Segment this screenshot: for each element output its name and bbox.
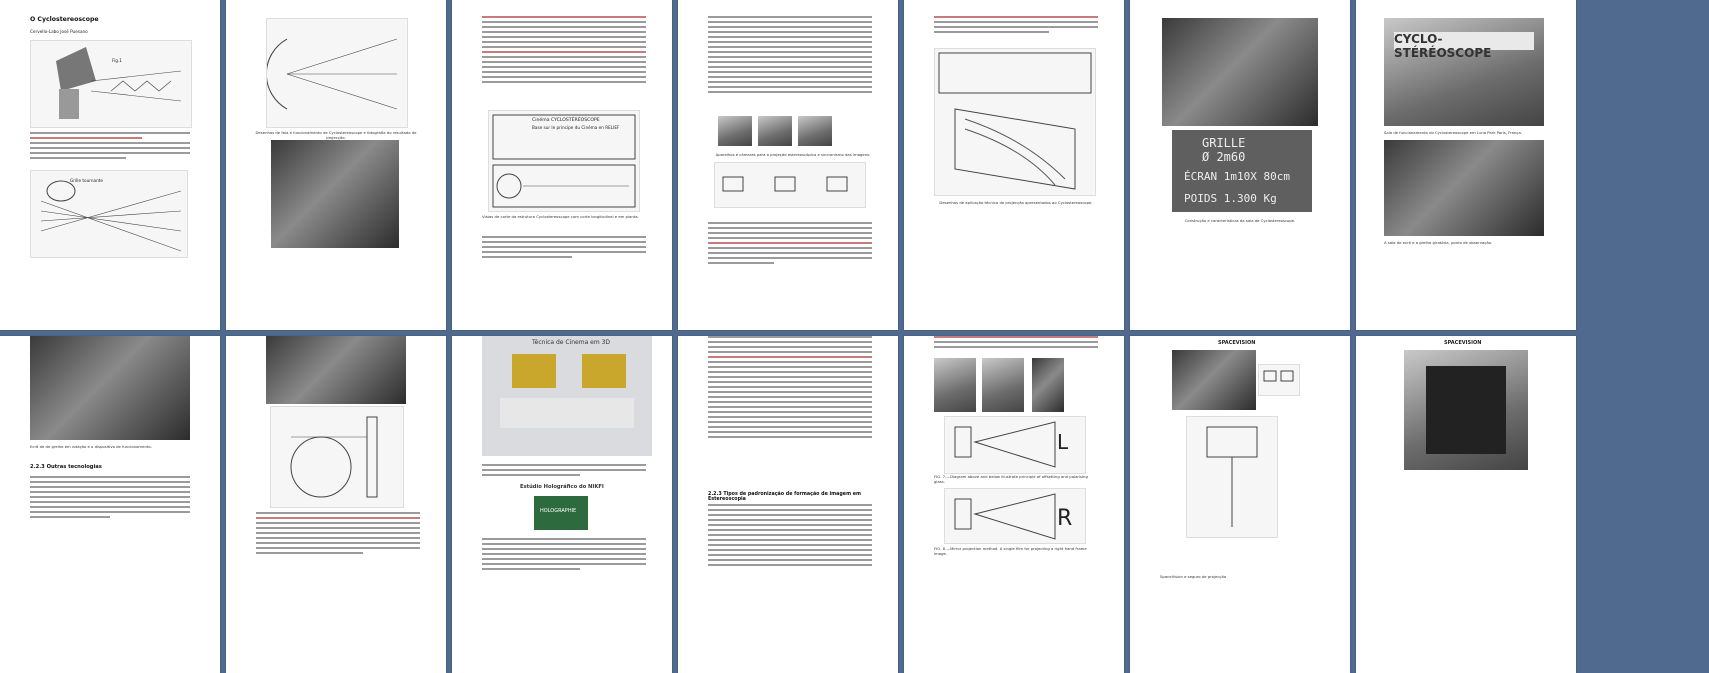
body-text [30,476,190,521]
page-2[interactable] [226,0,446,330]
spacevision-frame-photo [1404,350,1528,470]
figure-caption-a: Sala de funcionamento do Cyclostereoscope em Luna Park Paris, França. [1384,130,1522,135]
rotating-grid-photo [30,336,190,440]
spacevision-title: SPACEVISION [1444,340,1482,346]
body-text [708,336,872,441]
sign-line-3: ÉCRAN 1m10X 80cm [1184,170,1290,183]
page-5[interactable] [904,0,1124,330]
page-3[interactable] [452,0,672,330]
sign-line-4: POIDS 1.300 Kg [1184,192,1277,205]
spacevision-diagram [1258,364,1300,396]
page-title: O Cyclostereoscope [30,16,99,23]
figure-grille-tournante [30,170,188,258]
film-strip-photo [1032,358,1064,412]
section-heading: 2.2.3 Tipos de padronização de formação de imagem em Estereoscopia [708,492,861,502]
figure-projection-plans [934,48,1096,196]
film-frame-3 [798,116,832,146]
polarizing-diagram [944,416,1086,474]
page-11[interactable] [678,336,898,673]
projector-left [512,354,556,388]
body-text [482,16,646,86]
page-12[interactable] [904,336,1124,673]
projector-diagrams [714,162,866,208]
sign-line-2: Ø 2m60 [1202,150,1246,164]
figure-label: Fig.1 [112,58,122,63]
diagram-subtitle: Base sur le principe du Cinéma en RELIEF [532,125,620,130]
audience-photo [266,336,406,404]
film-frame-2 [758,116,792,146]
screen-room-photo [1384,140,1544,236]
spacevision-tech-drawing [1186,416,1278,538]
body-text-b [482,538,646,573]
body-text-b [708,222,872,267]
parallax-diagram [270,406,404,508]
inset-label: Grille tournante [70,178,103,183]
body-text [708,16,872,96]
camera-photo-2 [982,358,1024,412]
page-14[interactable] [1356,336,1576,673]
body-text [256,512,420,557]
spec-sign [1172,130,1312,212]
holographie-label: HOLOGRAPHIE [540,508,577,514]
figure-caption: Vistas de corte da estrutura Cyclostereoscope com corte longitudinal e em planta. [482,214,639,219]
figure-caption: Desenhos de fala e funcionamento de Cyclostereoscope e fotografia do resultado de projecção. [255,130,417,140]
figure-caption: Construção e características da sala de Cyclostereoscope. [1184,218,1296,223]
page-4[interactable] [678,0,898,330]
body-text [482,464,646,479]
3d-technique-figure [482,336,652,456]
sign-line-1: GRILLE [1202,136,1246,150]
figure-caption: SpaceVision e seguro de projecção [1160,574,1227,579]
body-text-b [708,504,872,569]
figure-caption: Aparelhos e câmaras para a projeção estereoscópica e sincronismo das imagens. [715,152,871,157]
fig-caption-b: FIG. 8.—Mirror projection method. A single film for projecting a right hand frame image. [934,546,1087,556]
page-9[interactable] [226,336,446,673]
fig-caption-a: FIG. 7.—Diagram above and below illustrate principle of offsetting and polarising glass. [934,474,1088,484]
figure-caption: Ecrã de de grelha em rotação e o dispositivo de funcionamento. [30,444,152,449]
page-8[interactable] [0,336,220,673]
body-text [30,132,190,162]
page-13[interactable] [1130,336,1350,673]
spacevision-title: SPACEVISION [1218,340,1256,346]
page-1[interactable] [0,0,220,330]
projector-right [582,354,626,388]
page-subtitle: Cervello-Labo José Puesano [30,29,88,34]
svg-text:L: L [1057,430,1069,454]
figure-title: Técnica de Cinema em 3D [532,339,611,346]
page-7[interactable] [1356,0,1576,330]
section-heading: Estúdio Holográfico do NIKFI [520,484,604,490]
luna-park-photo [1384,18,1544,126]
mirror-diagram [944,488,1086,544]
camera-photo-1 [934,358,976,412]
holographie-photo [534,496,588,530]
figure-cut-diagram [266,18,408,128]
figure-caption: Desenhos de aplicação técnica de projecção apresentados ao Cyclostereoscope. [939,200,1093,205]
spacevision-lens-photo [1172,350,1256,410]
waveform-panel [500,398,634,428]
banner-text: CYCLO-STÉRÉOSCOPE [1394,32,1534,50]
figure-cyclostereoscope-drawing [30,40,192,128]
figure-caption-b: A sala do ecrã e a grelha giratória, ponto de observação. [1384,240,1493,245]
viewer-margin [1582,0,1709,673]
body-text-b [482,236,646,261]
diagram-title: Cinéma CYCLOSTÉRÉOSCOPE [532,118,600,123]
body-text [934,336,1098,351]
construction-photo [1162,18,1318,126]
body-text [934,16,1098,36]
projection-photo [271,140,399,248]
svg-text:R: R [1057,506,1073,531]
film-frame-1 [718,116,752,146]
page-6[interactable] [1130,0,1350,330]
page-10[interactable] [452,336,672,673]
section-heading: 2.2.3 Outras tecnologias [30,464,102,470]
